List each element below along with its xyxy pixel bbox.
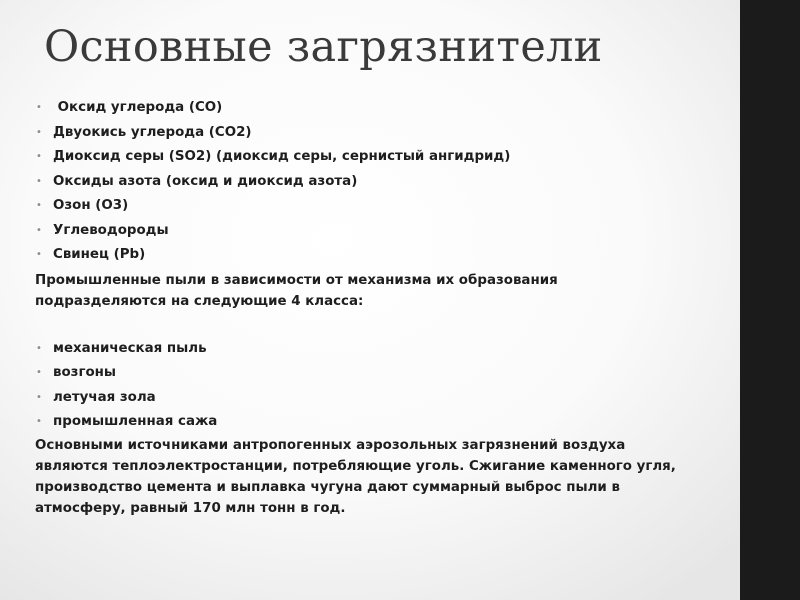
bullet-icon: • bbox=[36, 175, 42, 187]
list-item bbox=[35, 361, 685, 386]
list-item-text: Свинец (Pb) bbox=[53, 247, 146, 262]
list-item-text: Оксиды азота (оксид и диоксид азота) bbox=[53, 173, 358, 189]
list-item-text: Озон (О3) bbox=[53, 198, 129, 213]
slide-content bbox=[35, 96, 685, 519]
list-item bbox=[35, 337, 685, 362]
bullet-icon: • bbox=[36, 391, 42, 403]
bullet-icon: • bbox=[36, 151, 42, 162]
bullet-icon: • bbox=[36, 416, 42, 427]
list-item bbox=[35, 194, 685, 219]
sources-paragraph: Основными источниками антропогенных аэрозольных загрязнений воздуха являются теплоэлектростанции, потребляющие уголь. Сжигание каменного угля, производство цемента и выплавка чугуна дают суммарный выброс пыли в атмосферу, равный 170 млн тонн в год. bbox=[35, 437, 676, 516]
dust-classes-paragraph: Промышленные пыли в зависимости от механизма их образования подразделяются на следующие 4 класса: bbox=[35, 272, 558, 309]
list-item-text: Диоксид серы (SO2) (диоксид серы, сернистый ангидрид) bbox=[53, 149, 511, 164]
list-item bbox=[35, 219, 685, 244]
bullet-icon: • bbox=[36, 200, 42, 211]
list-item bbox=[35, 410, 685, 435]
list-item-text: механическая пыль bbox=[53, 340, 207, 356]
side-panel bbox=[740, 0, 800, 600]
bullet-icon: • bbox=[36, 224, 42, 236]
pollutants-list bbox=[35, 96, 685, 268]
list-item bbox=[35, 145, 685, 170]
dust-classes-list bbox=[35, 337, 685, 435]
bullet-icon: • bbox=[36, 367, 42, 378]
bullet-icon: • bbox=[36, 342, 42, 354]
list-item bbox=[35, 121, 685, 146]
list-item-text: летучая зола bbox=[53, 389, 156, 405]
spacer bbox=[35, 312, 685, 337]
bullet-icon: • bbox=[36, 102, 42, 113]
bullet-icon: • bbox=[36, 126, 42, 138]
list-item-text: Оксид углерода (СО) bbox=[53, 100, 223, 115]
list-item bbox=[35, 243, 685, 268]
bullet-icon: • bbox=[36, 249, 42, 260]
list-item-text: Двуокись углерода (СО2) bbox=[53, 124, 252, 140]
list-item-text: Углеводороды bbox=[53, 222, 169, 238]
list-item-text: возгоны bbox=[53, 365, 117, 380]
list-item-text: промышленная сажа bbox=[53, 414, 218, 429]
slide-title: Основные загрязнители bbox=[44, 22, 603, 72]
list-item bbox=[35, 386, 685, 411]
list-item bbox=[35, 170, 685, 195]
list-item bbox=[35, 96, 685, 121]
